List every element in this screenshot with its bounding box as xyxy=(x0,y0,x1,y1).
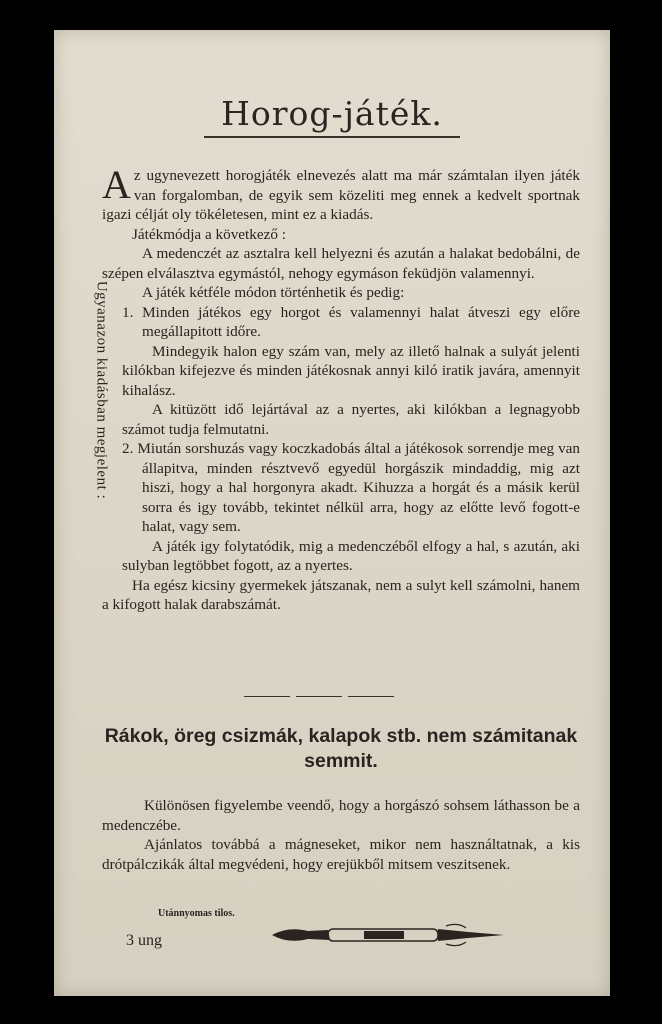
setup-paragraph: A medenczét az asztalra kell helyezni és azután a halakat bedobálni, de szépen elválasztva egymástól, nehogy egymáson feküdjön valamennyi. xyxy=(102,245,580,282)
reprint-notice: Utánnyomas tilos. xyxy=(158,908,235,919)
side-note-vertical: Ugyanazon kiadásban megjelent : xyxy=(93,280,110,500)
note-paragraph-2: Ajánlatos továbbá a mágneseket, mikor nem használtatnak, a kis drótpálczikák által megvédeni, hogy erejükből mitsem veszitsenek. xyxy=(102,836,580,873)
printed-sheet xyxy=(54,30,610,996)
modes-intro: A játék kétféle módon történhetik és pedig: xyxy=(142,284,405,301)
edition-number: 3 ung xyxy=(126,932,162,949)
rule-item-1-detail: Mindegyik halon egy szám van, mely az illető halnak a sulyát jelenti kilókban kifejezve és minden játékosnak annyi kiló iratik javára, amennyit kihalász. xyxy=(122,342,580,399)
rule-item-1: 1. Minden játékos egy horgot és valamennyi halat átveszi egy előre megállapitott időre. xyxy=(122,303,580,340)
note-paragraph-1: Különösen figyelembe veendő, hogy a horgászó sohsem láthasson be a medenczébe. xyxy=(102,797,580,834)
drop-cap: A xyxy=(102,162,131,207)
game-mode-label: Játékmódja a következő : xyxy=(132,225,286,243)
title-underline xyxy=(204,136,460,138)
rule-item-2-detail: A játék igy folytatódik, mig a medenczéből elfogy a hal, s azután, aki sulyban legtöbbet fogott, az a nyertes. xyxy=(122,537,580,574)
fountain-pen-ornament-icon xyxy=(268,922,508,948)
section-divider xyxy=(244,696,394,708)
page-title: Horog-játék. xyxy=(221,94,443,133)
notes-body xyxy=(102,796,580,874)
instructions-body xyxy=(102,162,580,615)
section-heading: Rákok, öreg csizmák, kalapok stb. nem számitanak semmit. xyxy=(104,725,578,772)
rule-item-2: 2. Miután sorshuzás vagy koczkadobás által a játékosok sorrendje meg van állapitva, minden résztvevő egyedül horgászik mindaddig, mig azt hiszi, hogy a hal horgonyra akadt. Kihuzza a horgát és a másik kerül sorra és igy tovább, tekintet nélkül arra, hogy az előtte levő fogott-e halat, vagy sem. xyxy=(122,440,580,535)
intro-text: z ugynevezett horogjáték elnevezés alatt ma már számtalan ilyen játék van forgalomban, de egyik sem közeliti meg ennek a kedvelt sportnak igazi célját oly tökéletesen, mint ez a kiadás. xyxy=(102,167,580,223)
rule-item-1-winner: A kitüzött idő lejártával az a nyertes, aki kilókban a legnagyobb számot tudja felmutatni. xyxy=(122,401,580,438)
small-children-note: Ha egész kicsiny gyermekek játszanak, nem a sulyt kell számolni, hanem a kifogott halak darabszámát. xyxy=(102,576,580,613)
intro-paragraph xyxy=(102,162,580,225)
